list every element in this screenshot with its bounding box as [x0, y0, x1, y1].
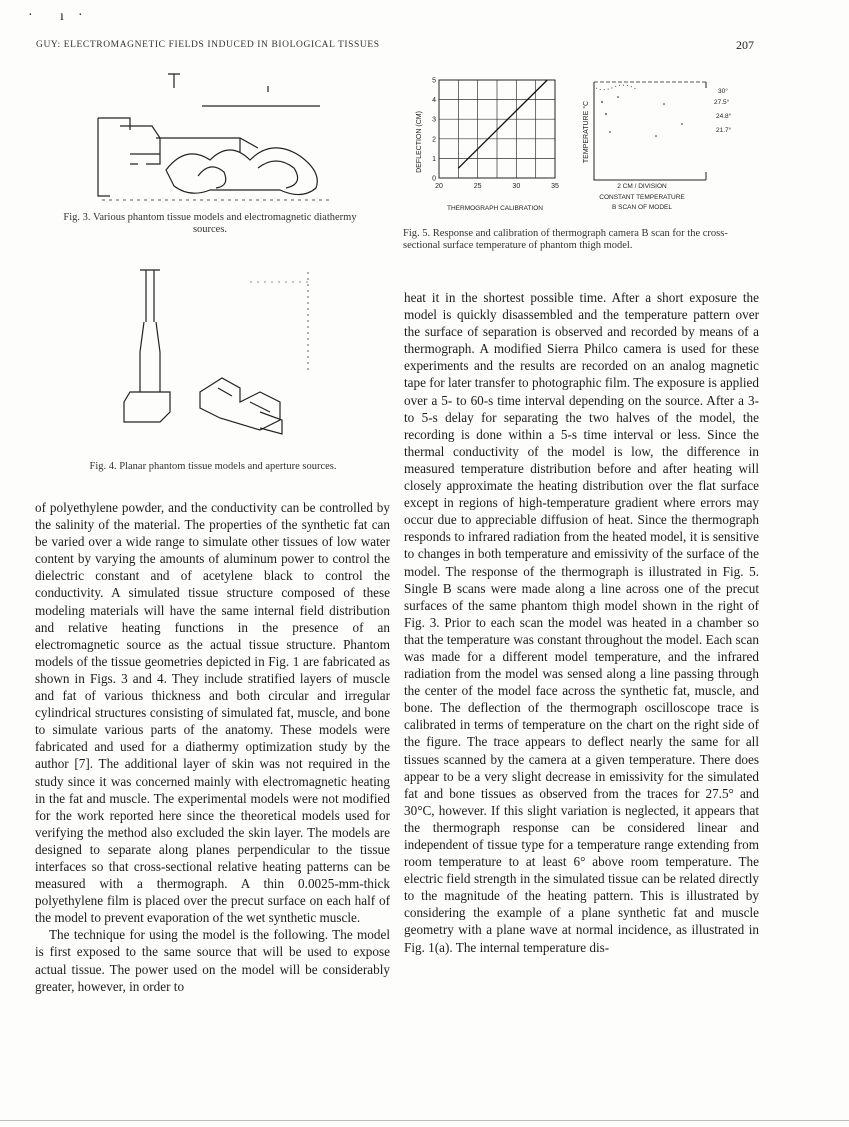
plot-grid — [439, 80, 555, 178]
y-tick-label: 5 — [432, 77, 436, 85]
trace-label: 30° — [718, 88, 728, 95]
x-tick-label: 35 — [551, 183, 559, 190]
left-text-column — [35, 499, 390, 995]
calibration-line — [458, 80, 547, 168]
scan-edge — [0, 1120, 849, 1121]
trace-label: 21.7° — [716, 127, 732, 134]
y-tick-label: 1 — [432, 155, 436, 163]
fig4-photo — [110, 262, 320, 452]
y-tick-label: 3 — [432, 116, 436, 124]
fig5-calibration-plot — [415, 72, 575, 217]
body-paragraph: of polyethylene powder, and the conductivity can be controlled by the salinity of the material. The properties of the synthetic fat can be varied over a wide range to simulate other tissues of low water content by varying the amounts of aluminum power to control the dielectric constant and of acetylene black to control the conductivity. A simulated tissue structure composed of these modeling materials will have the same internal field distribution and relative heating functions in the presence of an electromagnetic source as the actual tissue structure. Phantom models of the tissue geometries depicted in Fig. 1 are fabricated as shown in Figs. 3 and 4. They include stratified layers of muscle and fat of various thickness and both circular and irregular cylindrical structures consisting of simulated fat, muscle, and bone to simulate various parts of the anatomy. These models were fabricated and used for a diathermy optimization study by the author [7]. The additional layer of skin was not required in the study since it was concerned mainly with electromagnetic heating in the fat and muscle. The experimental models were not modified for the work reported here since the theoretical models used for verifying the method also excluded the skin layer. The models are designed to separate along planes perpendicular to the tissue interfaces so that cross-sectional relative heating patterns can be measured with a thermograph. A thin 0.0025-mm-thick polyethylene film is placed over the precut surface on each half of the model to prevent evaporation of the wet synthetic muscle. — [35, 500, 390, 926]
fig5-left-ylabel: DEFLECTION (CM) — [416, 111, 423, 173]
body-paragraph: The technique for using the model is the following. The model is first exposed to the same source that will be used to expose actual tissue. The power used on the model will be considerably greater, however, in order to — [35, 927, 390, 994]
fig5-legend-line: B SCAN OF MODEL — [612, 204, 672, 211]
x-tick-label: 30 — [512, 183, 521, 190]
trace-label: 24.8° — [716, 113, 732, 120]
fig3-photo — [90, 68, 335, 210]
fig3-caption: Fig. 3. Various phantom tissue models and electromagnetic diathermy sources. — [63, 212, 357, 235]
fig5-right-ylabel: TEMPERATURE °C — [583, 100, 590, 164]
x-tick-label: 20 — [435, 183, 443, 190]
scan-speck: · — [78, 8, 83, 23]
fig5-temperature-trace — [578, 72, 753, 217]
page-number: 207 — [736, 38, 754, 52]
scan-speck: ı — [60, 9, 64, 24]
scan-speck: · — [28, 8, 33, 23]
right-text-column — [404, 289, 759, 956]
fig5-caption: Fig. 5. Response and calibration of thermograph camera B scan for the cross-sectional surface temperature of phantom thigh model. — [403, 228, 728, 251]
x-tick-label: 25 — [473, 183, 482, 190]
y-tick-label: 2 — [432, 136, 436, 144]
running-head: GUY: ELECTROMAGNETIC FIELDS INDUCED IN BIOLOGICAL TISSUES — [36, 40, 380, 50]
fig5-legend-line: CONSTANT TEMPERATURE — [599, 194, 685, 201]
fig4-caption: Fig. 4. Planar phantom tissue models and aperture sources. — [89, 461, 337, 472]
fig5-scale-note: 2 CM / DIVISION — [617, 183, 667, 190]
y-tick-label: 4 — [432, 97, 436, 105]
body-paragraph: heat it in the shortest possible time. After a short exposure the model is quickly disassembled and the temperature pattern over the surface of separation is observed and recorded by means of a thermograph. A modified Sierra Philco camera is used for these experiments and the results are recorded on an analog magnetic tape for later transfer to photographic film. The exposure is applied over a 5- to 60-s time interval depending on the source. After a 3- to 5-s delay for separating the two halves of the model, the recording is done within a 5-s time interval or less. Since the thermal conductivity of the model is low, the difference in measured temperature distribution before and after heating will closely approximate the heating distribution over the flat surface except in regions of high-temperature gradient where errors may occur due to appreciable diffusion of heat. Since the thermograph responds to infrared radiation from the heated model, it is sensitive to changes in both temperature and emissivity of the surface of the model. The response of the thermograph is illustrated in Fig. 5. Single B scans were made along a line across one of the precut surfaces of the same phantom thigh model shown in the right of Fig. 3. Prior to each scan the model was heated in a chamber so that the temperature was constant throughout the model. Each scan was made for a different model temperature, and the infrared radiation from the model was sensed along a line passing through the center of the model face across the synthetic fat, muscle, and bone. The deflection of the thermograph oscilloscope trace is calibrated in terms of temperature on the chart on the right side of the figure. The trace appears to deflect nearly the same for all tissues scanned by the camera at a given temperature. There does appear to be a very slight decrease in emissivity for the simulated fat and bone tissues as observed from the traces for 27.5° and 30°C, however. If this slight variation is neglected, it appears that the thermograph response can be considered linear and independent of tissue type for a temperature range extending from room temperature to at least 6° above room temperature. The electric field strength in the simulated tissue can be related directly to the magnitude of the heating pattern. This is illustrated by considering the example of a plane synthetic fat and muscle geometry with a plane wave at normal incidence, as illustrated in Fig. 1(a). The internal temperature dis- — [404, 290, 759, 955]
trace-label: 27.5° — [714, 99, 730, 106]
y-tick-label: 0 — [432, 175, 436, 183]
fig5-left-xlabel: THERMOGRAPH CALIBRATION — [447, 205, 543, 212]
